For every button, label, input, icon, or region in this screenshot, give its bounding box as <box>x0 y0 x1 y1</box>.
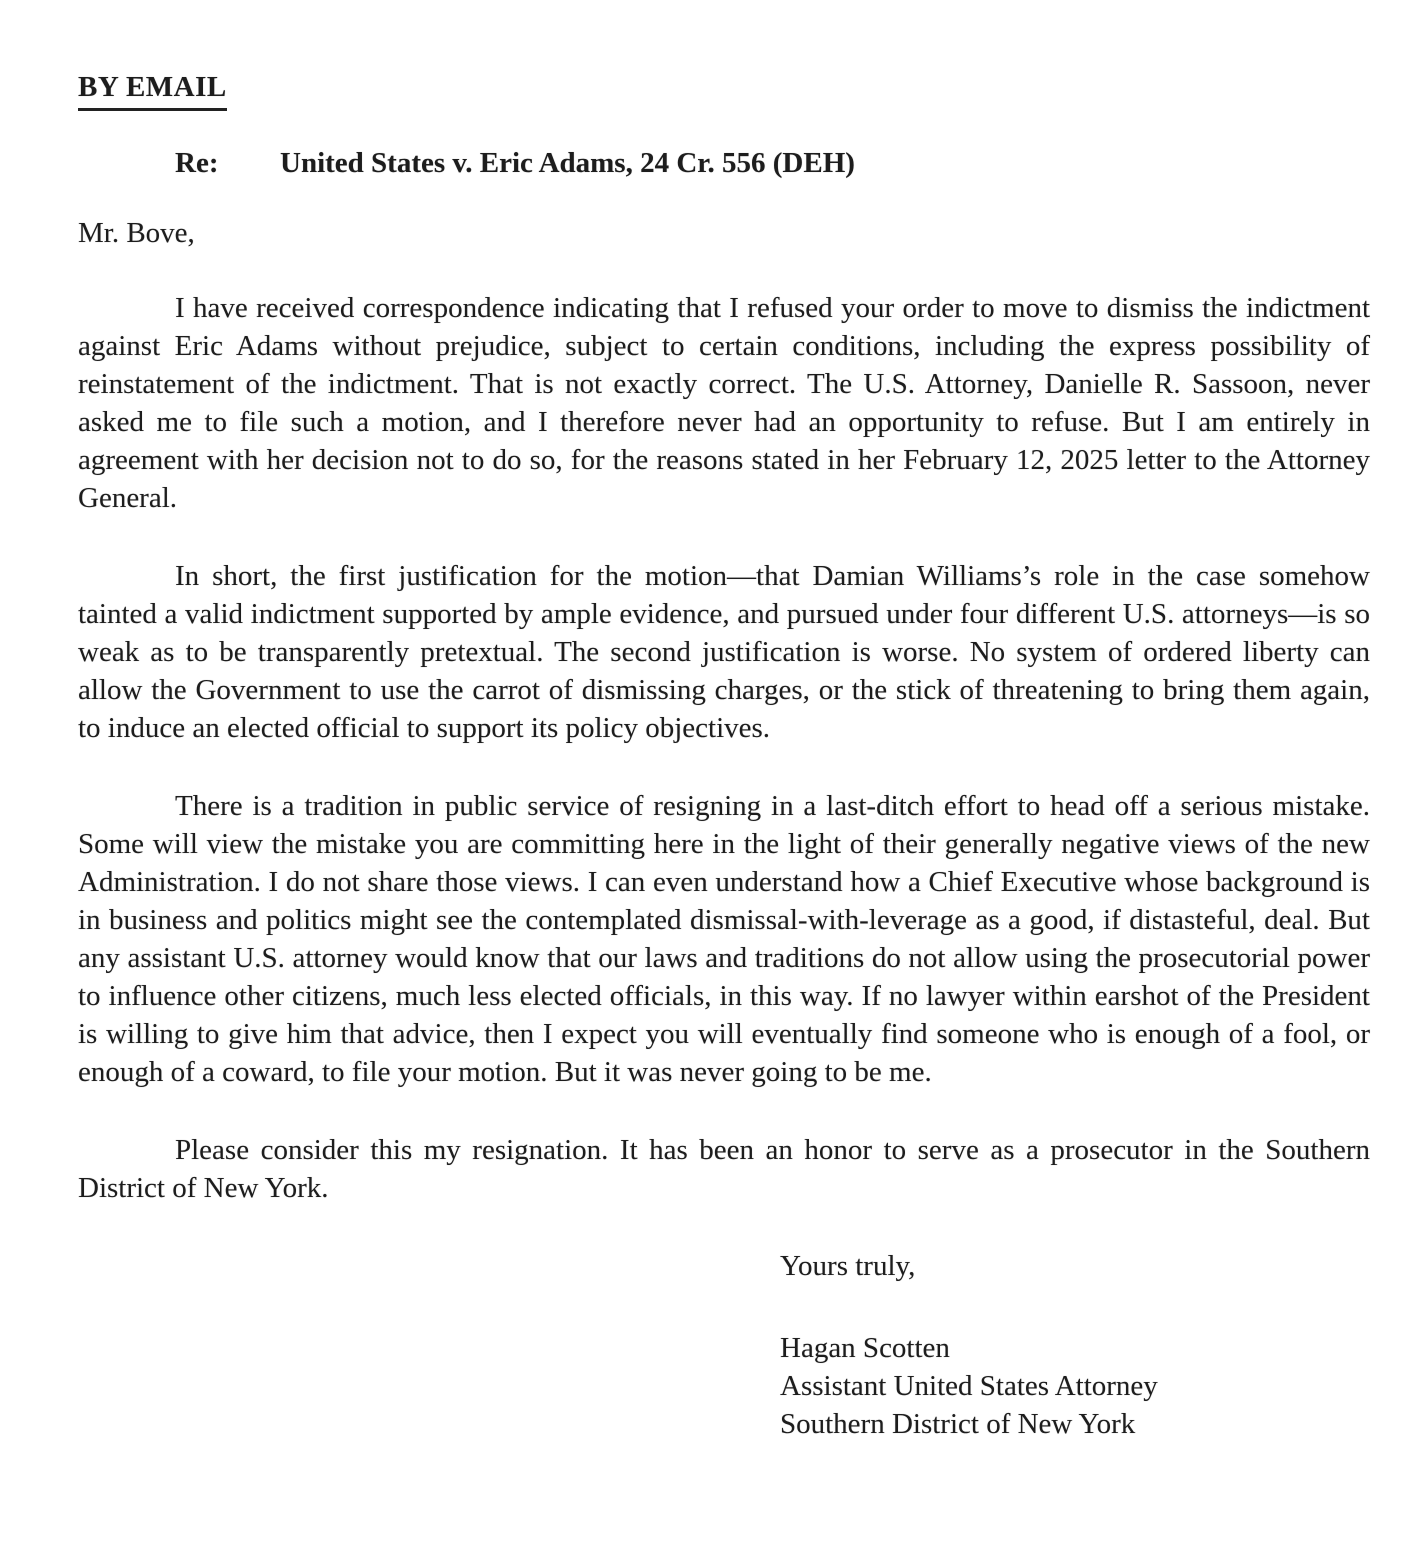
letter-paragraph-1: I have received correspondence indicating that I refused your order to move to dismiss the indictment against Eric Adams without prejudice, subject to certain conditions, including the express possibility of reinstatement of the indictment. That is not exactly correct. The U.S. Attorney, Danielle R. Sassoon, never asked me to file such a motion, and I therefore never had an opportunity to refuse. But I am entirely in agreement with her decision not to do so, for the reasons stated in her February 12, 2025 letter to the Attorney General. <box>78 292 1370 514</box>
signature-block <box>780 1329 1370 1443</box>
signature-office: Southern District of New York <box>780 1408 1136 1440</box>
letter-paragraph-2: In short, the first justification for the motion—that Damian Williams’s role in the case somehow tainted a valid indictment supported by ample evidence, and pursued under four different U.S. attorneys—is so weak as to be transparently pretextual. The second justification is worse. No system of ordered liberty can allow the Government to use the carrot of dismissing charges, or the stick of threatening to bring them again, to induce an elected official to support its policy objectives. <box>78 560 1370 744</box>
salutation: Mr. Bove, <box>78 217 195 249</box>
signature-name: Hagan Scotten <box>780 1332 950 1364</box>
case-caption: United States v. Eric Adams, 24 Cr. 556 (DEH) <box>280 147 855 179</box>
closing-phrase: Yours truly, <box>780 1250 916 1282</box>
closing-block <box>780 1247 1370 1285</box>
re-line <box>78 144 1370 182</box>
delivery-method-heading: BY EMAIL <box>78 68 227 111</box>
re-label: Re: <box>175 147 219 179</box>
signature-title: Assistant United States Attorney <box>780 1370 1158 1402</box>
letter-paragraph-3: There is a tradition in public service of resigning in a last-ditch effort to head off a serious mistake. Some will view the mistake you are committing here in the light of their generally negative views of the new Administration. I do not share those views. I can even understand how a Chief Executive whose background is in business and politics might see the contemplated dismissal-with-leverage as a good, if distasteful, deal. But any assistant U.S. attorney would know that our laws and traditions do not allow using the prosecutorial power to influence other citizens, much less elected officials, in this way. If no lawyer within earshot of the President is willing to give him that advice, then I expect you will eventually find someone who is enough of a fool, or enough of a coward, to file your motion. But it was never going to be me. <box>78 790 1370 1088</box>
letter-paragraph-4: Please consider this my resignation. It has been an honor to serve as a prosecutor in the Southern District of New York. <box>78 1134 1370 1204</box>
